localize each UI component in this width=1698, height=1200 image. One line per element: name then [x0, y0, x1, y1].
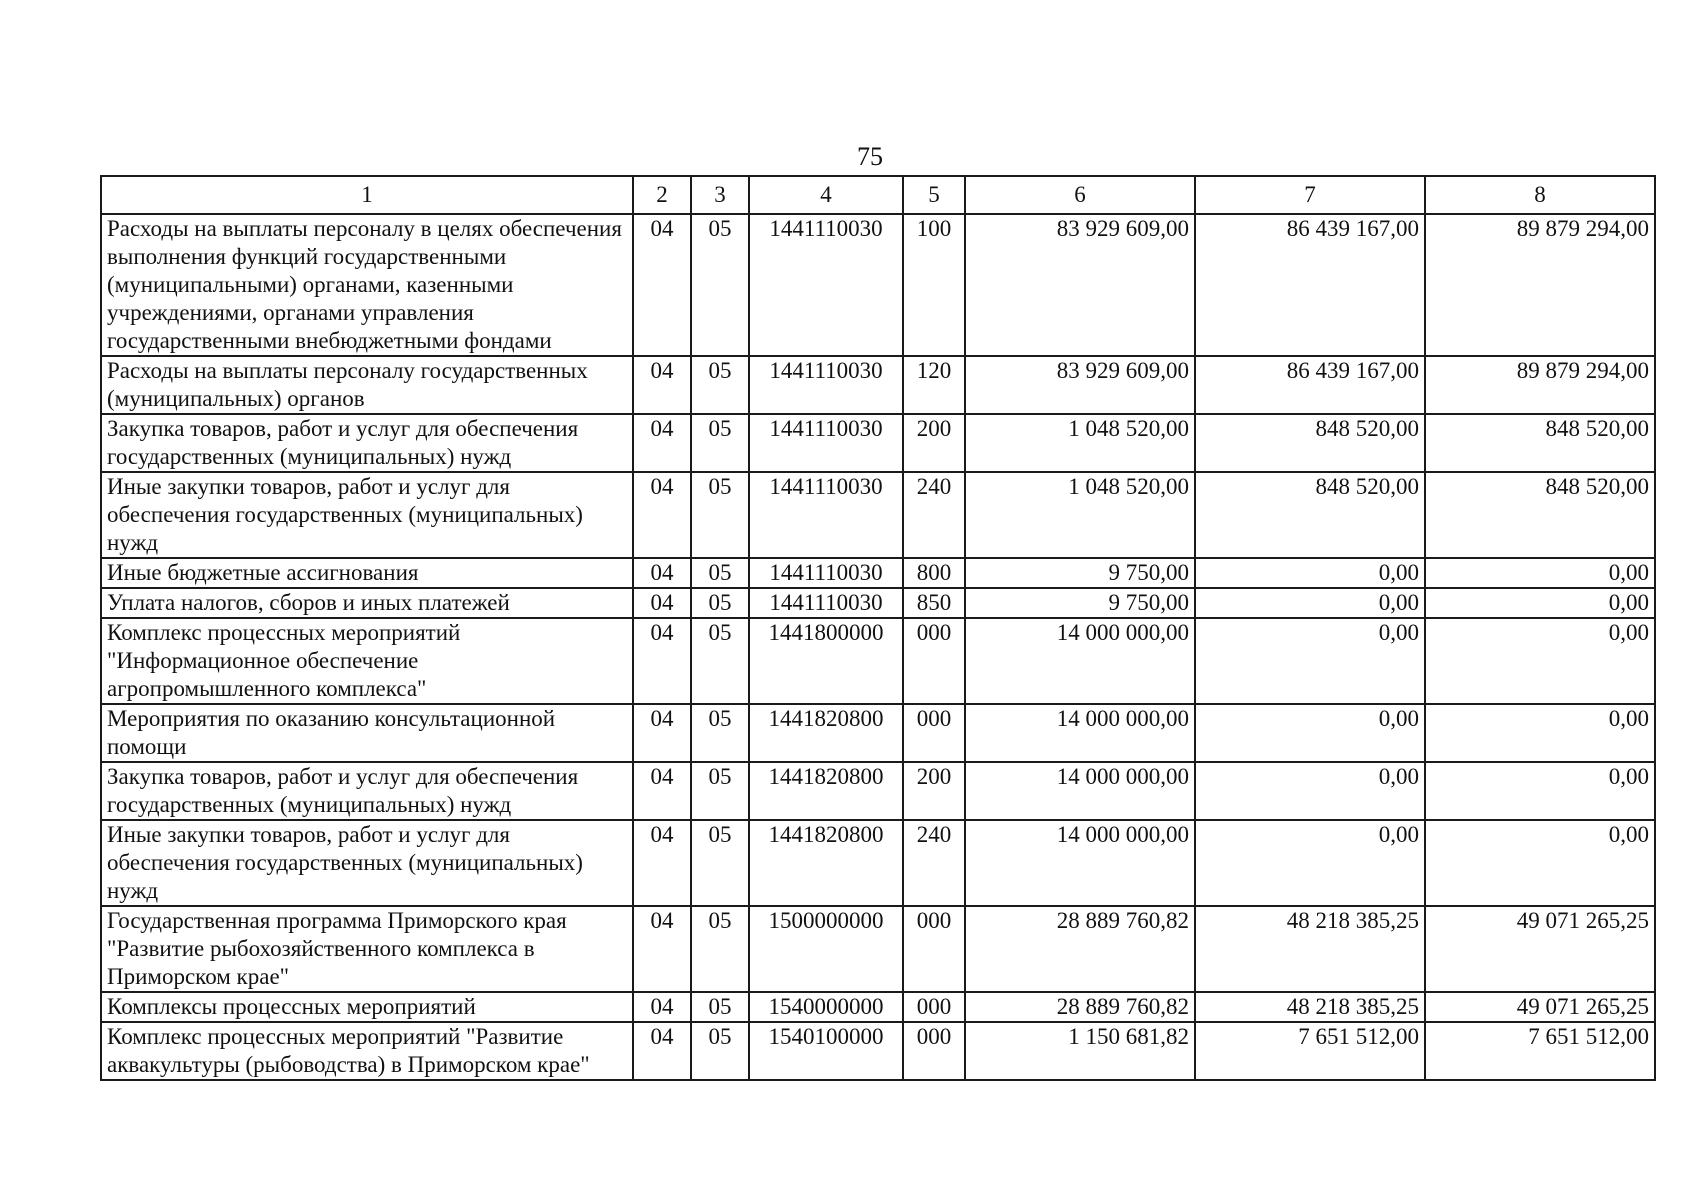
subsection-code: 05	[691, 762, 749, 820]
header-cell: 1	[101, 176, 633, 214]
amount-col-8: 7 651 512,00	[1425, 1022, 1655, 1080]
amount-col-8: 0,00	[1425, 762, 1655, 820]
section-code: 04	[633, 214, 691, 356]
expense-type-code: 240	[903, 472, 965, 558]
subsection-code: 05	[691, 820, 749, 906]
table-row	[101, 356, 1655, 414]
row-description: Комплекс процессных мероприятий "Информационное обеспечение агропромышленного комплекса"	[101, 618, 633, 704]
expense-type-code: 200	[903, 762, 965, 820]
section-code: 04	[633, 1022, 691, 1080]
amount-col-8: 0,00	[1425, 820, 1655, 906]
header-cell: 3	[691, 176, 749, 214]
table-row	[101, 906, 1655, 992]
section-code: 04	[633, 906, 691, 992]
amount-col-7: 0,00	[1195, 618, 1425, 704]
amount-col-7: 0,00	[1195, 704, 1425, 762]
amount-col-7: 848 520,00	[1195, 472, 1425, 558]
target-article-code: 1500000000	[749, 906, 903, 992]
expense-type-code: 850	[903, 588, 965, 618]
target-article-code: 1441820800	[749, 762, 903, 820]
amount-col-6: 83 929 609,00	[965, 356, 1195, 414]
section-code: 04	[633, 472, 691, 558]
row-description: Иные закупки товаров, работ и услуг для обеспечения государственных (муниципальных) нужд	[101, 820, 633, 906]
amount-col-8: 49 071 265,25	[1425, 992, 1655, 1022]
amount-col-7: 0,00	[1195, 820, 1425, 906]
amount-col-7: 86 439 167,00	[1195, 214, 1425, 356]
amount-col-7: 86 439 167,00	[1195, 356, 1425, 414]
amount-col-6: 28 889 760,82	[965, 906, 1195, 992]
subsection-code: 05	[691, 558, 749, 588]
section-code: 04	[633, 618, 691, 704]
subsection-code: 05	[691, 414, 749, 472]
row-description: Иные закупки товаров, работ и услуг для обеспечения государственных (муниципальных) нужд	[101, 472, 633, 558]
subsection-code: 05	[691, 356, 749, 414]
expense-type-code: 100	[903, 214, 965, 356]
expense-type-code: 200	[903, 414, 965, 472]
amount-col-6: 28 889 760,82	[965, 992, 1195, 1022]
row-description: Мероприятия по оказанию консультационной помощи	[101, 704, 633, 762]
target-article-code: 1441110030	[749, 588, 903, 618]
target-article-code: 1441110030	[749, 414, 903, 472]
header-cell: 7	[1195, 176, 1425, 214]
amount-col-6: 1 150 681,82	[965, 1022, 1195, 1080]
amount-col-8: 0,00	[1425, 558, 1655, 588]
row-description: Расходы на выплаты персоналу государственных (муниципальных) органов	[101, 356, 633, 414]
row-description: Закупка товаров, работ и услуг для обеспечения государственных (муниципальных) нужд	[101, 414, 633, 472]
amount-col-6: 1 048 520,00	[965, 414, 1195, 472]
amount-col-6: 9 750,00	[965, 558, 1195, 588]
section-code: 04	[633, 762, 691, 820]
section-code: 04	[633, 558, 691, 588]
expense-type-code: 000	[903, 906, 965, 992]
amount-col-7: 848 520,00	[1195, 414, 1425, 472]
row-description: Комплексы процессных мероприятий	[101, 992, 633, 1022]
target-article-code: 1441110030	[749, 558, 903, 588]
expense-type-code: 000	[903, 704, 965, 762]
header-cell: 6	[965, 176, 1195, 214]
amount-col-8: 89 879 294,00	[1425, 214, 1655, 356]
amount-col-7: 48 218 385,25	[1195, 992, 1425, 1022]
amount-col-8: 848 520,00	[1425, 472, 1655, 558]
header-cell: 8	[1425, 176, 1655, 214]
row-description: Государственная программа Приморского края "Развитие рыбохозяйственного комплекса в Приморском крае"	[101, 906, 633, 992]
table-row	[101, 214, 1655, 356]
table-row	[101, 588, 1655, 618]
table-row	[101, 472, 1655, 558]
table-row	[101, 558, 1655, 588]
target-article-code: 1441820800	[749, 820, 903, 906]
target-article-code: 1540100000	[749, 1022, 903, 1080]
expense-type-code: 240	[903, 820, 965, 906]
target-article-code: 1441110030	[749, 214, 903, 356]
row-description: Иные бюджетные ассигнования	[101, 558, 633, 588]
expense-type-code: 000	[903, 992, 965, 1022]
subsection-code: 05	[691, 1022, 749, 1080]
amount-col-6: 14 000 000,00	[965, 618, 1195, 704]
amount-col-6: 14 000 000,00	[965, 762, 1195, 820]
table-row	[101, 704, 1655, 762]
subsection-code: 05	[691, 472, 749, 558]
section-code: 04	[633, 588, 691, 618]
amount-col-7: 0,00	[1195, 588, 1425, 618]
amount-col-7: 48 218 385,25	[1195, 906, 1425, 992]
subsection-code: 05	[691, 992, 749, 1022]
table-row	[101, 992, 1655, 1022]
amount-col-7: 0,00	[1195, 762, 1425, 820]
target-article-code: 1540000000	[749, 992, 903, 1022]
subsection-code: 05	[691, 906, 749, 992]
amount-col-6: 83 929 609,00	[965, 214, 1195, 356]
amount-col-7: 7 651 512,00	[1195, 1022, 1425, 1080]
expense-type-code: 000	[903, 1022, 965, 1080]
expense-type-code: 120	[903, 356, 965, 414]
subsection-code: 05	[691, 704, 749, 762]
subsection-code: 05	[691, 618, 749, 704]
section-code: 04	[633, 704, 691, 762]
target-article-code: 1441800000	[749, 618, 903, 704]
expense-type-code: 000	[903, 618, 965, 704]
budget-table	[100, 175, 1656, 1081]
header-cell: 5	[903, 176, 965, 214]
table-row	[101, 820, 1655, 906]
amount-col-7: 0,00	[1195, 558, 1425, 588]
table-row	[101, 762, 1655, 820]
header-cell: 2	[633, 176, 691, 214]
amount-col-8: 0,00	[1425, 618, 1655, 704]
amount-col-6: 9 750,00	[965, 588, 1195, 618]
row-description: Комплекс процессных мероприятий "Развитие аквакультуры (рыбоводства) в Приморском крае"	[101, 1022, 633, 1080]
table-row	[101, 618, 1655, 704]
amount-col-8: 0,00	[1425, 588, 1655, 618]
section-code: 04	[633, 992, 691, 1022]
subsection-code: 05	[691, 588, 749, 618]
header-cell: 4	[749, 176, 903, 214]
row-description: Уплата налогов, сборов и иных платежей	[101, 588, 633, 618]
section-code: 04	[633, 356, 691, 414]
table-row	[101, 414, 1655, 472]
table-row	[101, 1022, 1655, 1080]
amount-col-6: 1 048 520,00	[965, 472, 1195, 558]
amount-col-8: 49 071 265,25	[1425, 906, 1655, 992]
expense-type-code: 800	[903, 558, 965, 588]
row-description: Расходы на выплаты персоналу в целях обеспечения выполнения функций государственными (муниципальными) органами, казенными учреждениями, органами управления государственными внебюджетными фондами	[101, 214, 633, 356]
subsection-code: 05	[691, 214, 749, 356]
amount-col-8: 89 879 294,00	[1425, 356, 1655, 414]
target-article-code: 1441110030	[749, 356, 903, 414]
row-description: Закупка товаров, работ и услуг для обеспечения государственных (муниципальных) нужд	[101, 762, 633, 820]
section-code: 04	[633, 820, 691, 906]
amount-col-8: 0,00	[1425, 704, 1655, 762]
amount-col-6: 14 000 000,00	[965, 704, 1195, 762]
amount-col-6: 14 000 000,00	[965, 820, 1195, 906]
amount-col-8: 848 520,00	[1425, 414, 1655, 472]
target-article-code: 1441820800	[749, 704, 903, 762]
target-article-code: 1441110030	[749, 472, 903, 558]
page-number: 75	[857, 142, 883, 171]
header-row	[101, 176, 1655, 214]
section-code: 04	[633, 414, 691, 472]
